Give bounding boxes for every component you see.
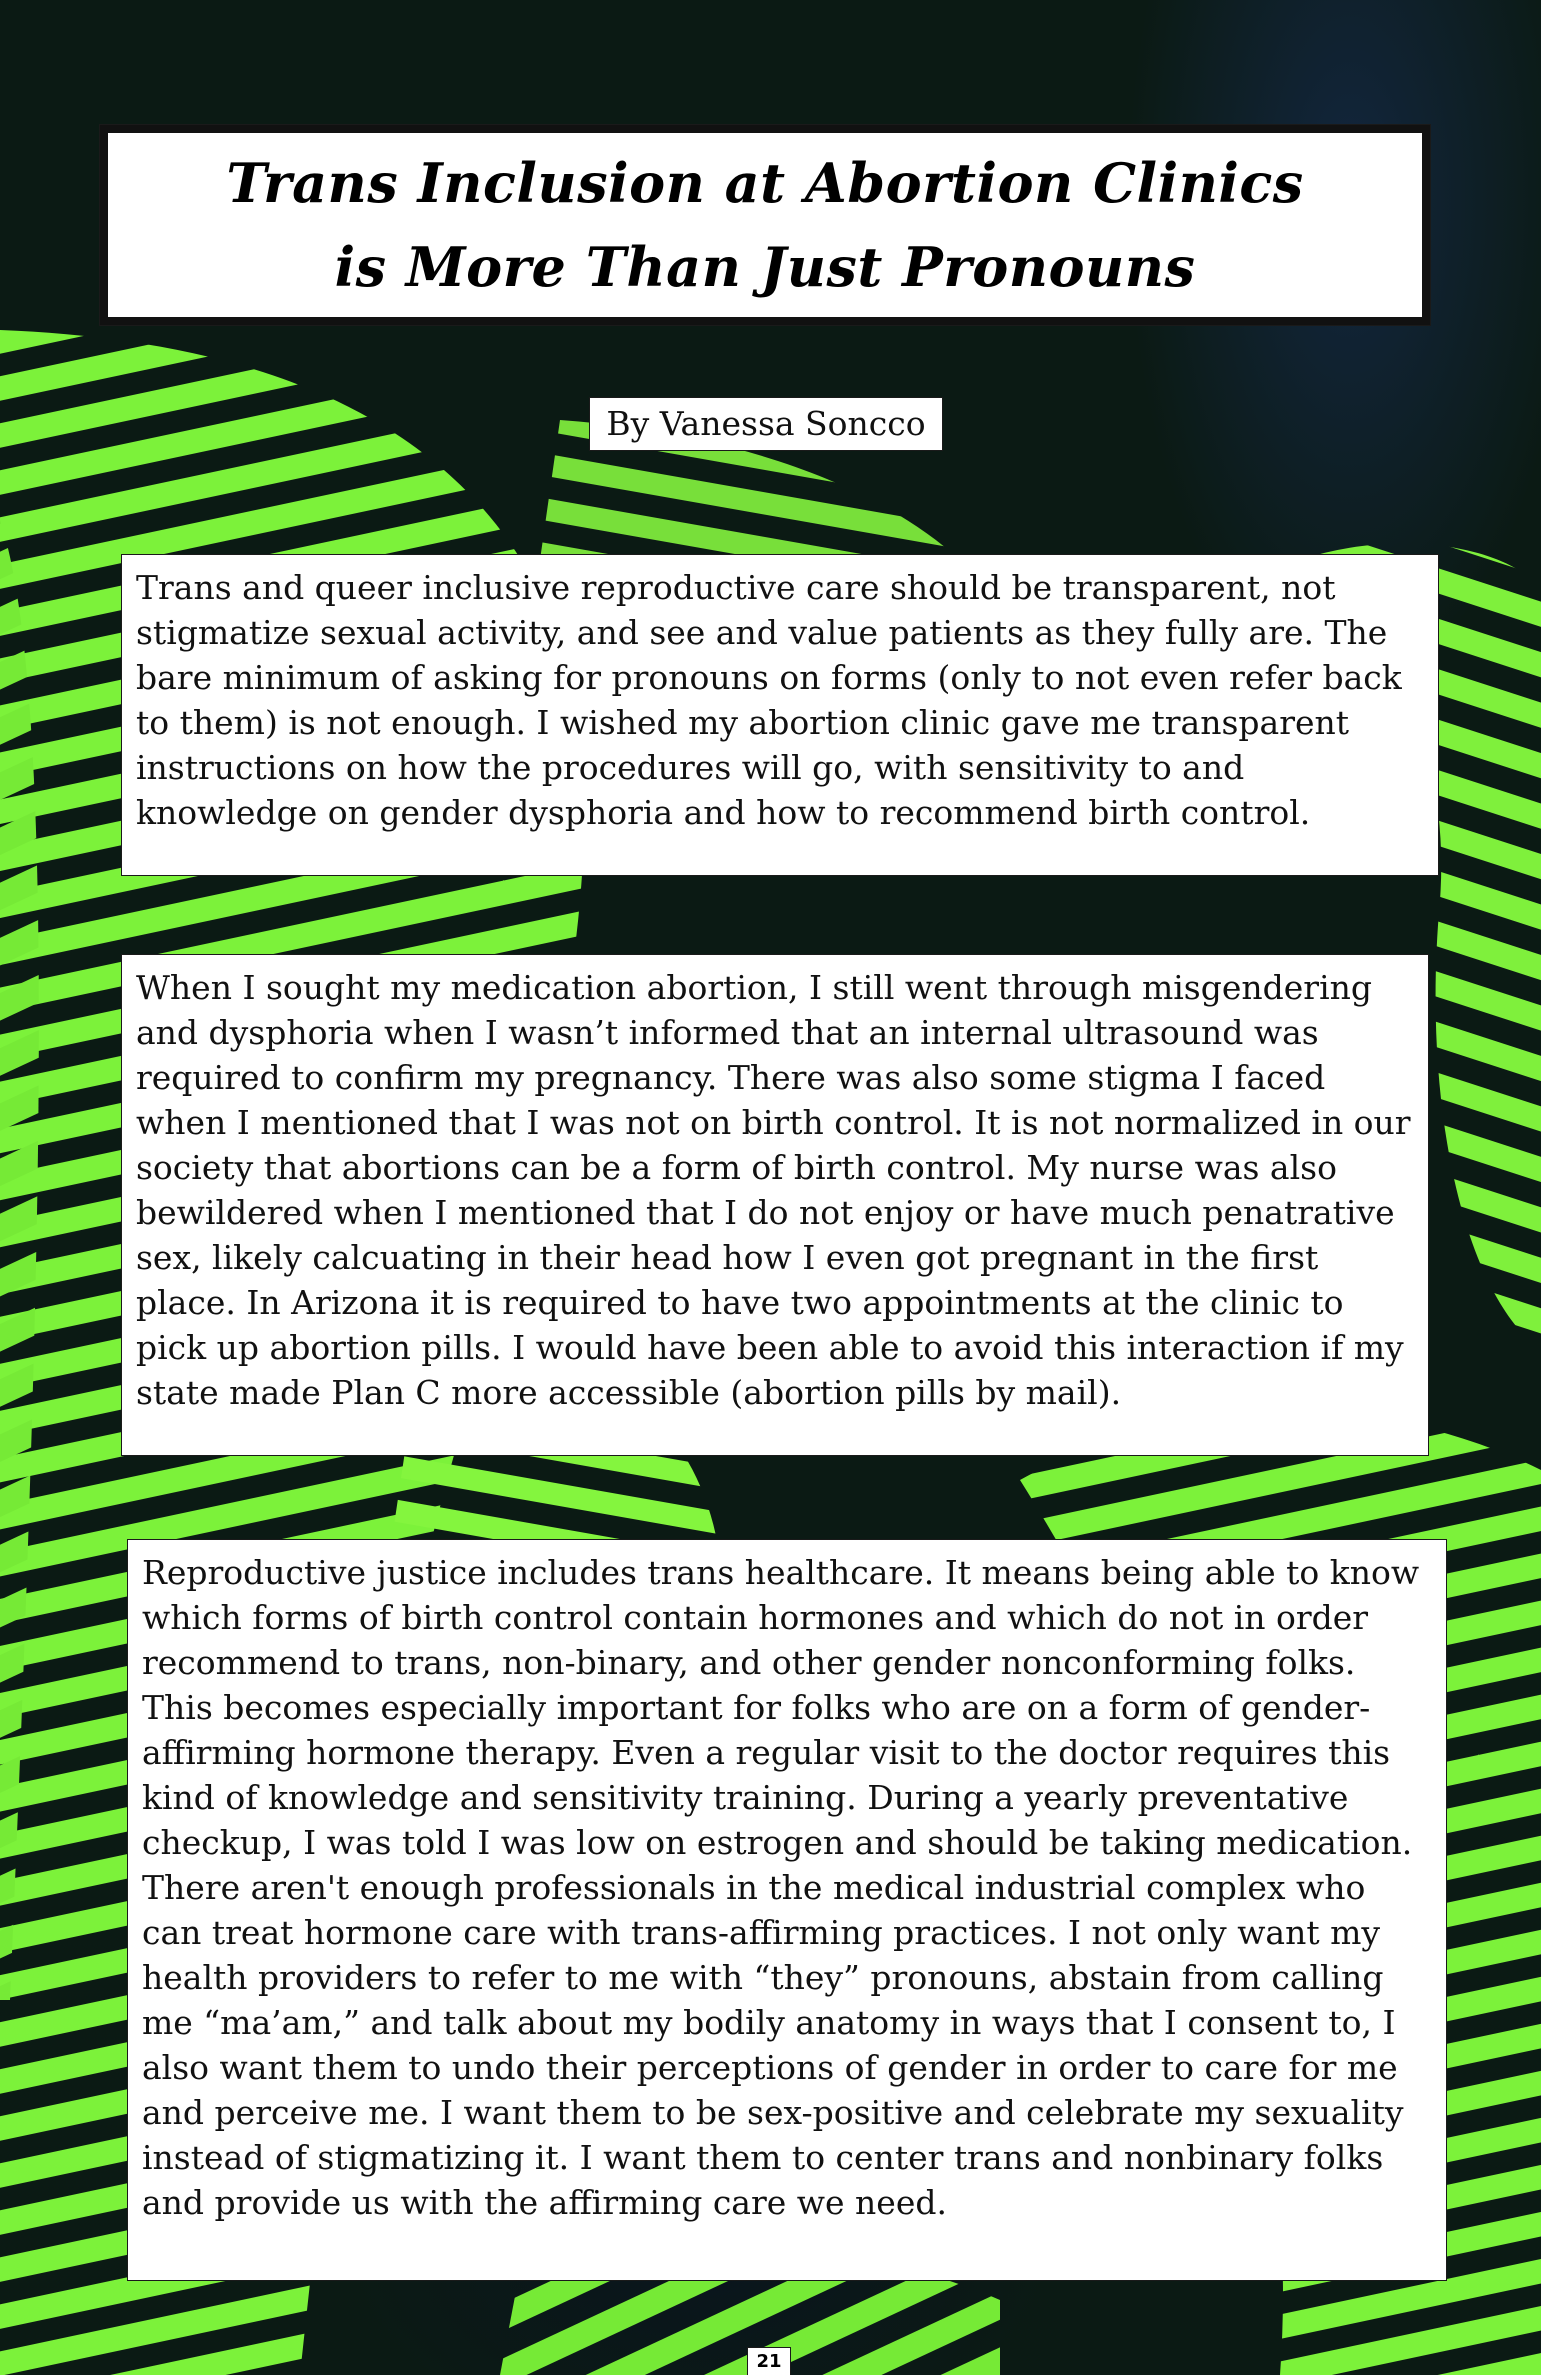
paragraph-2: When I sought my medication abortion, I still went through misgendering and dysphoria when I wasn’t informed that an internal ultrasound was required to confirm my pregnancy. There was also some stigma I faced when I mentioned that I was not on birth control. It is not normalized in our society that abortions can be a form of birth control. My nurse was also bewildered when I mentioned that I do not enjoy or have much penatrative sex, likely calcuating in their head how I even got pregnant in the first place. In Arizona it is required to have two appointments at the clinic to pick up abortion pills. I would have been able to avoid this interaction if my state made Plan C more accessible (abortion pills by mail).: [122, 955, 1428, 1455]
article-title-line-2: is More Than Just Pronouns: [334, 235, 1196, 299]
paragraph-3: Reproductive justice includes trans healthcare. It means being able to know which forms of birth control contain hormones and which do not in order recommend to trans, non-binary, and other gender nonconforming folks. This becomes especially important for folks who are on a form of gender-affirming hormone therapy. Even a regular visit to the doctor requires this kind of knowledge and sensitivity training. During a yearly preventative checkup, I was told I was low on estrogen and should be taking medication. There aren't enough professionals in the medical industrial complex who can treat hormone care with trans-affirming practices. I not only want my health providers to refer to me with “they” pronouns, abstain from calling me “ma’am,” and talk about my bodily anatomy in ways that I consent to, I also want them to undo their perceptions of gender in order to care for me and perceive me. I want them to be sex-positive and celebrate my sexuality instead of stigmatizing it. I want them to center trans and nonbinary folks and provide us with the affirming care we need.: [128, 1540, 1446, 2280]
author-byline: By Vanessa Soncco: [590, 398, 942, 450]
article-title-box: [100, 125, 1430, 325]
paragraph-1: Trans and queer inclusive reproductive care should be transparent, not stigmatize sexual activity, and see and value patients as they fully are. The bare minimum of asking for pronouns on forms (only to not even refer back to them) is not enough. I wished my abortion clinic gave me transparent instructions on how the procedures will go, with sensitivity to and knowledge on gender dysphoria and how to recommend birth control.: [122, 555, 1438, 875]
article-title-line-1: Trans Inclusion at Abortion Clinics: [226, 151, 1304, 215]
page-number: 21: [748, 2348, 790, 2375]
